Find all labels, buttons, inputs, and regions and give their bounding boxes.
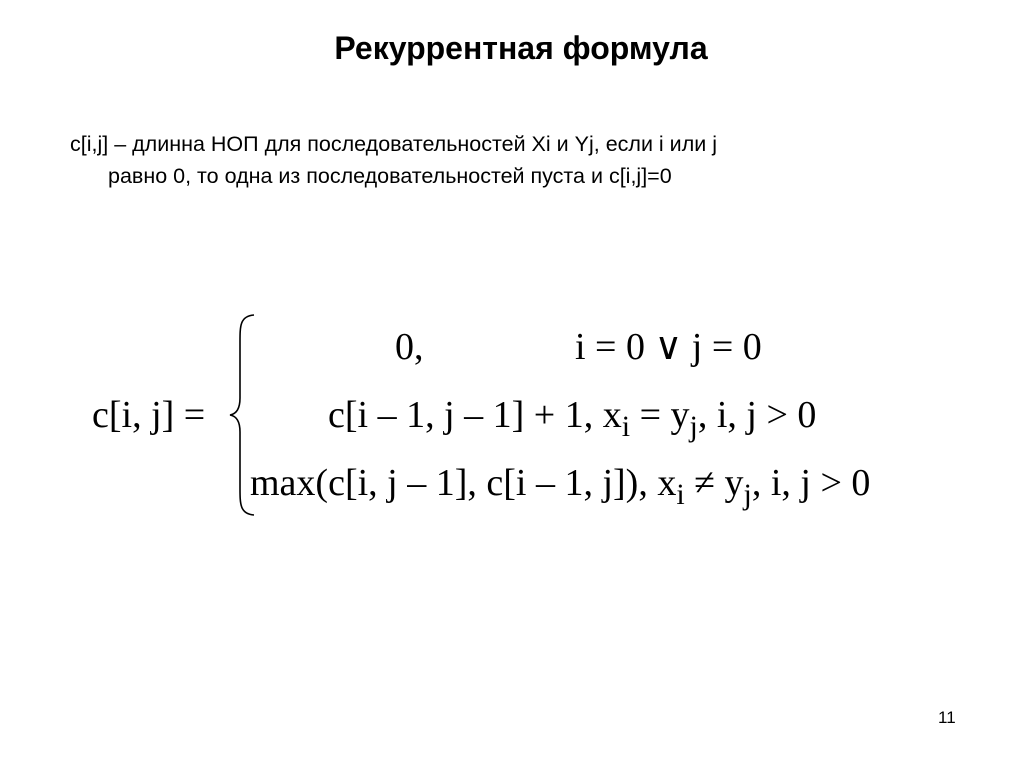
case-3-condition: , i, j > 0 (751, 462, 871, 504)
case-3-not-equals-y: ≠ y (684, 462, 744, 504)
case-2-expression: c[i – 1, j – 1] + 1, x (328, 394, 622, 436)
formula-lhs: c[i, j] = (92, 394, 206, 436)
case-2-y-subscript: j (689, 410, 698, 443)
case-2-condition: , i, j > 0 (697, 394, 817, 436)
case-3-y-subscript: j (743, 478, 752, 511)
case-2 (328, 390, 817, 443)
case-3 (250, 458, 871, 511)
case-1-value: 0, (395, 326, 424, 368)
case-1-condition: i = 0 ∨ j = 0 (575, 326, 762, 368)
definition-line-1: c[i,j] – длинна НОП для последовательностей Xi и Yj, если i или j (70, 132, 717, 156)
slide-title: Рекуррентная формула (334, 30, 708, 66)
case-3-expression: max(c[i, j – 1], c[i – 1, j]), x (250, 462, 677, 504)
page-number: 11 (938, 708, 956, 727)
case-3-x-subscript: i (676, 478, 685, 511)
case-2-equals-y: = y (630, 394, 690, 436)
case-2-x-subscript: i (621, 410, 631, 443)
definition-line-2: равно 0, то одна из последовательностей пуста и c[i,j]=0 (108, 164, 672, 188)
